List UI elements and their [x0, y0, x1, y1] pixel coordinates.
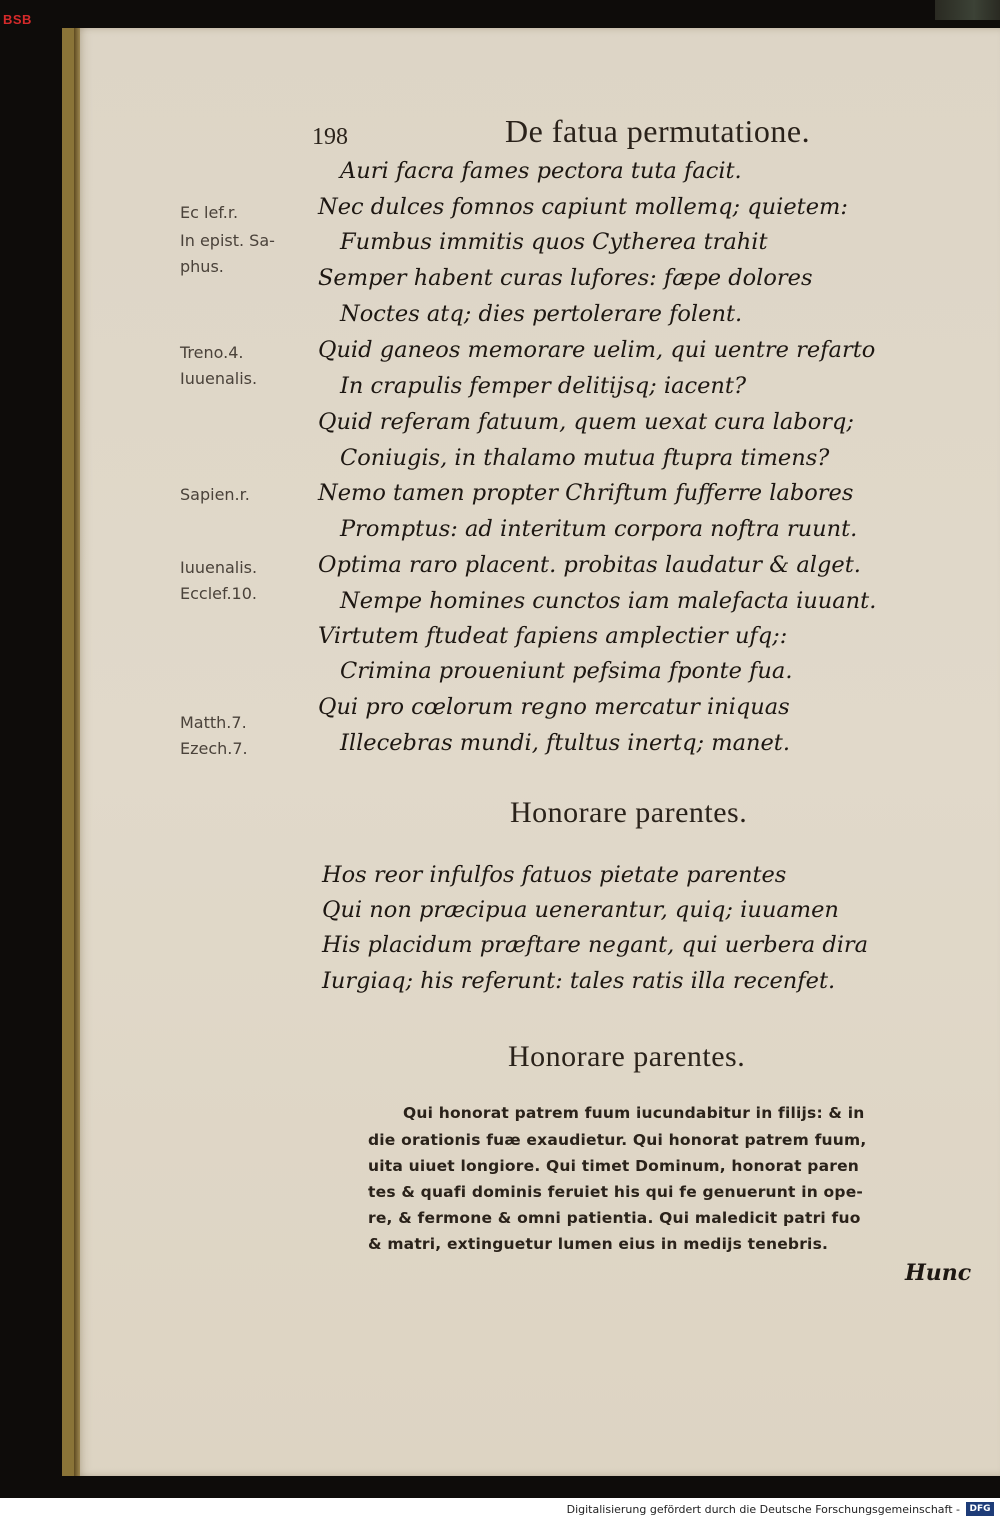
running-title: De fatua permutatione.	[505, 113, 811, 149]
margin-note: Sapien.r.	[180, 485, 250, 504]
prose-line: uita uiuet longiore. Qui timet Dominum, honorat paren	[368, 1157, 860, 1175]
footer-credit: Digitalisierung gefördert durch die Deutsche Forschungsgemeinschaft -	[566, 1503, 960, 1516]
verse-line: Illecebras mundi, ftultus inertq; manet.	[340, 730, 790, 756]
prose-line: Qui honorat patrem fuum iucundabitur in filijs: & in	[403, 1104, 865, 1122]
verse-line: Virtutem ftudeat fapiens amplectier ufq;:	[318, 623, 788, 649]
section-heading: Honorare parentes.	[508, 1040, 746, 1073]
prose-line: & matri, extinguetur lumen eius in medijs tenebris.	[368, 1235, 829, 1253]
margin-note: Iuuenalis. Ecclef.10.	[180, 558, 258, 603]
library-logo: BSB	[3, 12, 32, 27]
verse-line: Optima raro placent. probitas laudatur & alget.	[318, 552, 861, 578]
margin-note: Ec lef.r.	[180, 203, 239, 222]
verse-line: Nec dulces fomnos capiunt mollemq; quietem:	[318, 194, 848, 220]
verse-line: Hos reor infulfos fatuos pietate parentes	[322, 862, 787, 888]
page-number: 198	[312, 124, 348, 150]
verse-line: Noctes atq; dies pertolerare folent.	[340, 301, 743, 327]
verse-line: Crimina proueniunt pefsima fponte fua.	[340, 658, 793, 684]
verse-line: Iurgiaq; his referunt: tales ratis illa recenfet.	[322, 968, 836, 994]
margin-note: Matth.7. Ezech.7.	[180, 713, 248, 758]
verse-line: His placidum præftare negant, qui uerbera dira	[322, 932, 869, 958]
prose-line: re, & fermone & omni patientia. Qui maledicit patri fuo	[368, 1209, 861, 1227]
catchword: Hunc	[905, 1260, 972, 1286]
section-heading: Honorare parentes.	[510, 796, 748, 829]
footer-bar	[0, 1498, 1000, 1522]
verse-line: Fumbus immitis quos Cytherea trahit	[340, 229, 768, 255]
verse-line: Nempe homines cunctos iam malefacta iuuant.	[340, 588, 877, 614]
margin-note: Treno.4. Iuuenalis.	[180, 343, 258, 388]
book-edge	[935, 0, 1000, 20]
verse-line: Qui pro cœlorum regno mercatur iniquas	[318, 694, 790, 720]
verse-line: In crapulis femper delitijsq; iacent?	[340, 373, 747, 399]
verse-line: Nemo tamen propter Chriftum fufferre labores	[318, 480, 854, 506]
verse-line: Coniugis, in thalamo mutua ftupra timens?	[340, 445, 830, 471]
verse-line: Quid ganeos memorare uelim, qui uentre refarto	[318, 337, 876, 363]
verse-line: Auri facra fames pectora tuta facit.	[340, 158, 742, 184]
prose-line: tes & quafi dominis feruiet his qui fe genuerunt in ope-	[368, 1183, 864, 1201]
verse-line: Qui non præcipua uenerantur, quiq; iuuamen	[322, 897, 839, 923]
margin-note: In epist. Sa- phus.	[180, 231, 275, 276]
verse-line: Quid referam fatuum, quem uexat cura laborq;	[318, 409, 854, 435]
dfg-logo: DFG	[966, 1502, 994, 1516]
prose-line: die orationis fuæ exaudietur. Qui honorat patrem fuum,	[368, 1131, 867, 1149]
verse-line: Semper habent curas lufores: fæpe dolores	[318, 265, 813, 291]
verse-line: Promptus: ad interitum corpora noftra ruunt.	[340, 516, 858, 542]
